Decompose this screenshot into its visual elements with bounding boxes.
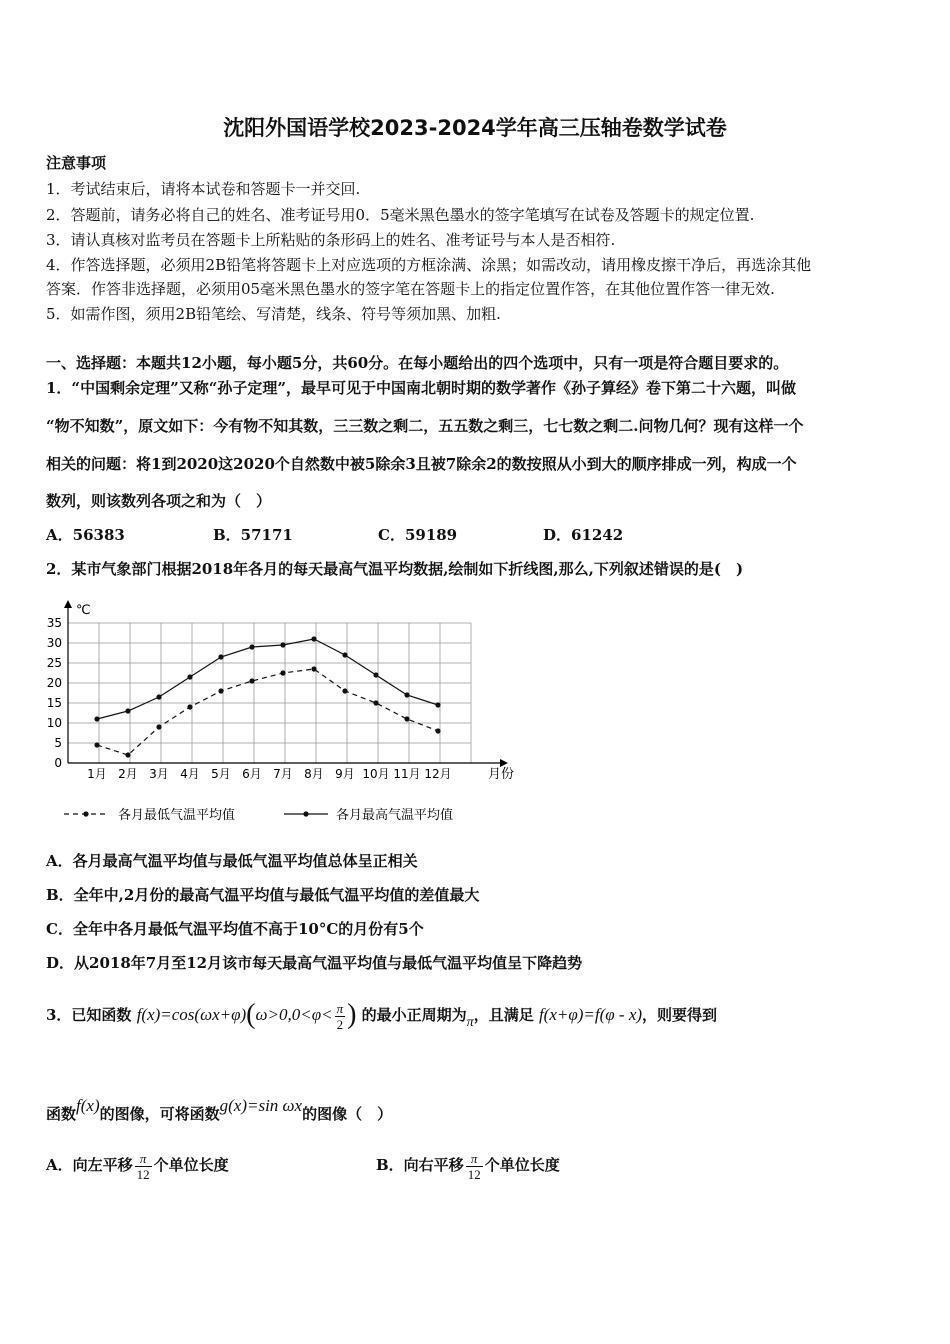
x-tick-label: 5月 [211,767,231,781]
q2-option-c: C．全年中各月最低气温平均值不高于10°C的月份有5个 [46,920,424,938]
data-point [404,716,409,721]
y-tick-label: 35 [46,616,62,630]
chart-ticks [47,616,452,781]
q3-option-a: A．向左平移 $\frac{\pi}{12}$ 个单位长度 [46,1150,229,1182]
legend-label-low: 各月最低气温平均值 [118,808,236,823]
q1-option-c: C．59189 [378,526,458,544]
legend-marker-high [303,811,308,816]
notice-item: 1．考试结束后，请将本试卷和答题卡一并交回. [46,180,361,198]
data-point [435,728,440,733]
x-tick-label: 8月 [304,767,324,781]
data-point [280,642,285,647]
q3-function-f: f(x)=cos(ωx+φ) [136,1005,247,1024]
data-point [125,708,130,713]
q3-option-b: B．向右平移 $\frac{\pi}{12}$ 个单位长度 [376,1150,560,1182]
y-tick-label: 20 [46,676,62,690]
data-point [404,692,409,697]
notice-heading: 注意事项 [46,154,107,172]
x-tick-label: 9月 [335,767,355,781]
x-tick-label: 7月 [273,767,293,781]
q1-option-d: D．61242 [543,526,624,544]
q1-line: 相关的问题：将1到2020这2020个自然数中被5除余3且被7除余2的数按照从小到大的顺序排成一列，构成一个 [46,455,797,473]
y-axis-label: ℃ [76,603,91,618]
x-tick-label: 3月 [149,767,169,781]
q3-gx: g(x)=sin ωx [219,1096,303,1115]
data-point [373,672,378,677]
y-tick-label: 25 [46,656,62,670]
x-tick-label: 6月 [242,767,262,781]
q1-option-b: B．57171 [213,526,293,544]
x-tick-label: 1月 [87,767,107,781]
y-tick-label: 15 [46,696,62,710]
notice-item: 答案．作答非选择题，必须用05毫米黑色墨水的签字笔在答题卡上的指定位置作答，在其他位置作答一律无效. [46,280,775,298]
data-point [435,702,440,707]
data-point [311,666,316,671]
data-point [218,688,223,693]
section-heading: 一、选择题：本题共12小题，每小题5分，共60分。在每小题给出的四个选项中，只有一项是符合题目要求的。 [46,354,789,372]
y-tick-label: 30 [46,636,62,650]
q2-option-d: D．从2018年7月至12月该市每天最高气温平均值与最低气温平均值呈下降趋势 [46,954,583,972]
data-point [187,704,192,709]
chart-legend [64,807,453,823]
data-point [342,688,347,693]
data-point [311,636,316,641]
data-point [156,694,161,699]
x-tick-label: 12月 [424,767,452,781]
x-axis-arrow [500,759,508,767]
data-point [280,670,285,675]
q3-frac-pi-2: $\frac{\pi}{2}$ [336,1000,344,1032]
y-tick-label: 5 [54,736,62,750]
q2-stem: 2．某市气象部门根据2018年各月的每天最高气温平均数据,绘制如下折线图,那么,下列叙述错误的是( ) [46,560,744,578]
q3-fx: f(x) [76,1096,100,1115]
data-point [218,654,223,659]
q3-prefix: 3．已知函数 [46,1006,132,1024]
q1-line: 数列，则该数列各项之和为（ ） [46,492,272,510]
series-line-high [97,639,438,719]
legend-marker-low [83,811,88,816]
q3-period-pi: π [466,1015,474,1030]
x-tick-label: 10月 [362,767,390,781]
q3-symmetry: f(x+φ)=f(φ - x) [538,1005,643,1024]
q3-line1: 3．已知函数 f(x)=cos(ωx+φ)(ω>0,0<φ< $\frac{\pi}{2}$ ) 的最小正周期为π，且满足 f(x+φ)=f(φ - x)，则要得到 [46,999,718,1032]
q2-option-b: B．全年中,2月份的最高气温平均值与最低气温平均值的差值最大 [46,886,480,904]
data-point [249,644,254,649]
chart-grid [68,623,471,763]
chart-axes [64,600,514,782]
q1-option-a: A．56383 [46,526,125,544]
q3-line2: 函数f(x)的图像，可将函数g(x)=sin ωx的图像（ ） [46,1096,393,1123]
q1-line: 1．“中国剩余定理”又称“孙子定理”，最早可见于中国南北朝时期的数学著作《孙子算经》卷下第二十六题，叫做 [46,379,796,397]
y-tick-label: 0 [54,756,62,770]
data-point [249,678,254,683]
x-tick-label: 2月 [118,767,138,781]
data-point [94,742,99,747]
data-point [187,674,192,679]
data-point [156,724,161,729]
y-tick-label: 10 [46,716,62,730]
notice-item: 5．如需作图，须用2B铅笔绘、写清楚，线条、符号等须加黑、加粗. [46,305,501,323]
chart-series [94,636,440,757]
notice-item: 4．作答选择题，必须用2B铅笔将答题卡上对应选项的方框涂满、涂黑；如需改动，请用橡皮擦干净后，再选涂其他 [46,256,812,274]
q1-line: “物不知数”，原文如下：今有物不知其数，三三数之剩二，五五数之剩三，七七数之剩二.问物几何？现有这样一个 [46,417,804,435]
x-tick-label: 11月 [393,767,421,781]
data-point [125,752,130,757]
data-point [373,700,378,705]
notice-item: 2．答题前，请务必将自己的姓名、准考证号用0．5毫米黑色墨水的签字笔填写在试卷及答题卡的规定位置. [46,206,755,224]
q2-option-a: A．各月最高气温平均值与最低气温平均值总体呈正相关 [46,852,418,870]
legend-label-high: 各月最高气温平均值 [336,808,454,823]
q3-condition: ω>0,0<φ< [255,1005,333,1024]
notice-item: 3．请认真核对监考员在答题卡上所粘贴的条形码上的姓名、准考证号与本人是否相符. [46,231,616,249]
x-axis-label: 月份 [488,767,515,782]
data-point [94,716,99,721]
y-axis-arrow [64,600,72,608]
x-tick-label: 4月 [180,767,200,781]
page-title: 沈阳外国语学校2023-2024学年高三压轴卷数学试卷 [223,116,727,140]
temperature-line-chart [40,598,540,836]
data-point [342,652,347,657]
